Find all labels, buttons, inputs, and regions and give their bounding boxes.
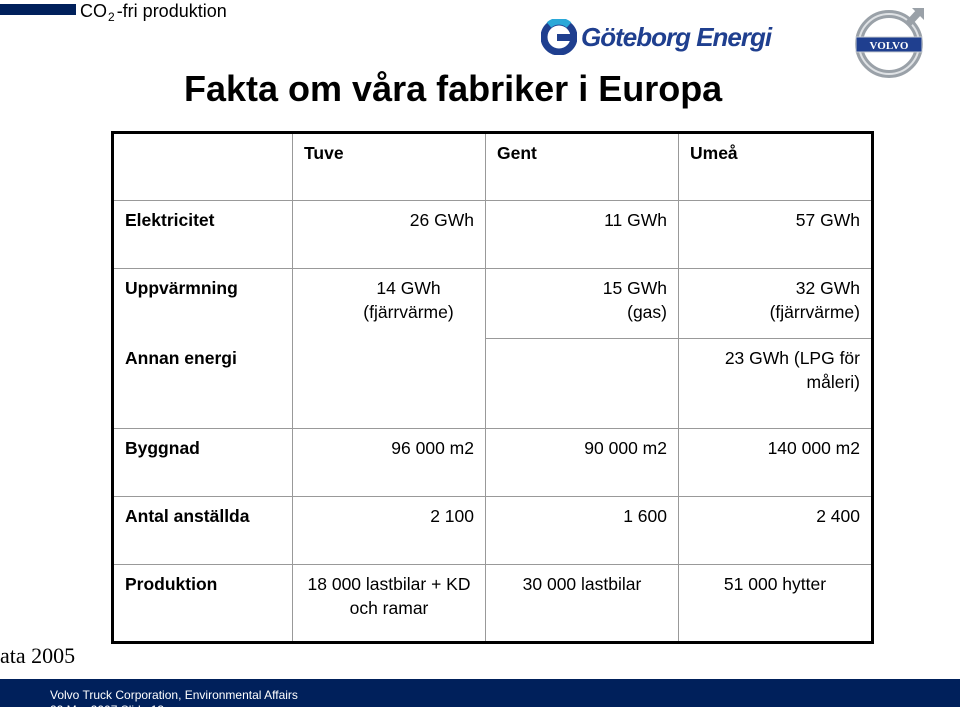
- goteborg-energi-logo: [541, 19, 772, 59]
- cell-gent: 15 GWh (gas): [486, 269, 679, 339]
- page-title: Fakta om våra fabriker i Europa: [184, 68, 723, 109]
- volvo-wordmark: VOLVO: [869, 40, 909, 52]
- table-row: [113, 497, 873, 565]
- table-row: [113, 201, 873, 269]
- row-label: Produktion: [113, 565, 293, 643]
- cell-tuve: 96 000 m2: [293, 429, 486, 497]
- row-label: Annan energi: [113, 339, 293, 429]
- cell-tuve: [293, 339, 486, 429]
- column-header-gent: Gent: [486, 133, 679, 201]
- cell-gent: 11 GWh: [486, 201, 679, 269]
- footer-organization: Volvo Truck Corporation, Environmental Affairs: [50, 688, 298, 702]
- cell-umea: 23 GWh (LPG för måleri): [679, 339, 873, 429]
- row-label: Uppvärmning: [113, 269, 293, 339]
- caption-suffix: -fri produktion: [116, 1, 227, 21]
- cell-gent: 90 000 m2: [486, 429, 679, 497]
- cell-tuve: 14 GWh (fjärrvärme): [293, 269, 486, 339]
- footer-slide-info: 22 Mar 2007 Slide 13: [50, 703, 165, 717]
- cell-tuve: 18 000 lastbilar + KD och ramar: [293, 565, 486, 643]
- row-label: Elektricitet: [113, 201, 293, 269]
- column-header-tuve: Tuve: [293, 133, 486, 201]
- goteborg-energi-emblem-icon: [541, 19, 577, 55]
- cell-gent: 30 000 lastbilar: [486, 565, 679, 643]
- top-bar-accent: [0, 4, 76, 15]
- table-row: [113, 269, 873, 339]
- table-row: [113, 339, 873, 429]
- cell-gent: 1 600: [486, 497, 679, 565]
- cell-tuve: 26 GWh: [293, 201, 486, 269]
- caption-subscript: 2: [108, 10, 115, 24]
- table-row: [113, 429, 873, 497]
- cell-gent: [486, 339, 679, 429]
- cell-umea: 2 400: [679, 497, 873, 565]
- header-caption: [80, 1, 227, 23]
- goteborg-energi-wordmark: Göteborg Energi: [581, 22, 772, 52]
- data-year-note: ata 2005: [0, 643, 76, 668]
- header-cell-empty: [113, 133, 293, 201]
- caption-prefix: CO: [80, 1, 107, 21]
- column-header-umea: Umeå: [679, 133, 873, 201]
- cell-umea: 32 GWh (fjärrvärme): [679, 269, 873, 339]
- volvo-emblem-icon: [852, 4, 928, 80]
- cell-umea: 57 GWh: [679, 201, 873, 269]
- table-row: [113, 565, 873, 643]
- table-header-row: [113, 133, 873, 201]
- facts-table: [111, 131, 874, 644]
- row-label: Byggnad: [113, 429, 293, 497]
- cell-tuve: 2 100: [293, 497, 486, 565]
- cell-umea: 140 000 m2: [679, 429, 873, 497]
- cell-umea: 51 000 hytter: [679, 565, 873, 643]
- volvo-logo: [852, 4, 928, 80]
- footer-bar: [0, 679, 960, 717]
- row-label: Antal anställda: [113, 497, 293, 565]
- top-bar: [0, 0, 960, 28]
